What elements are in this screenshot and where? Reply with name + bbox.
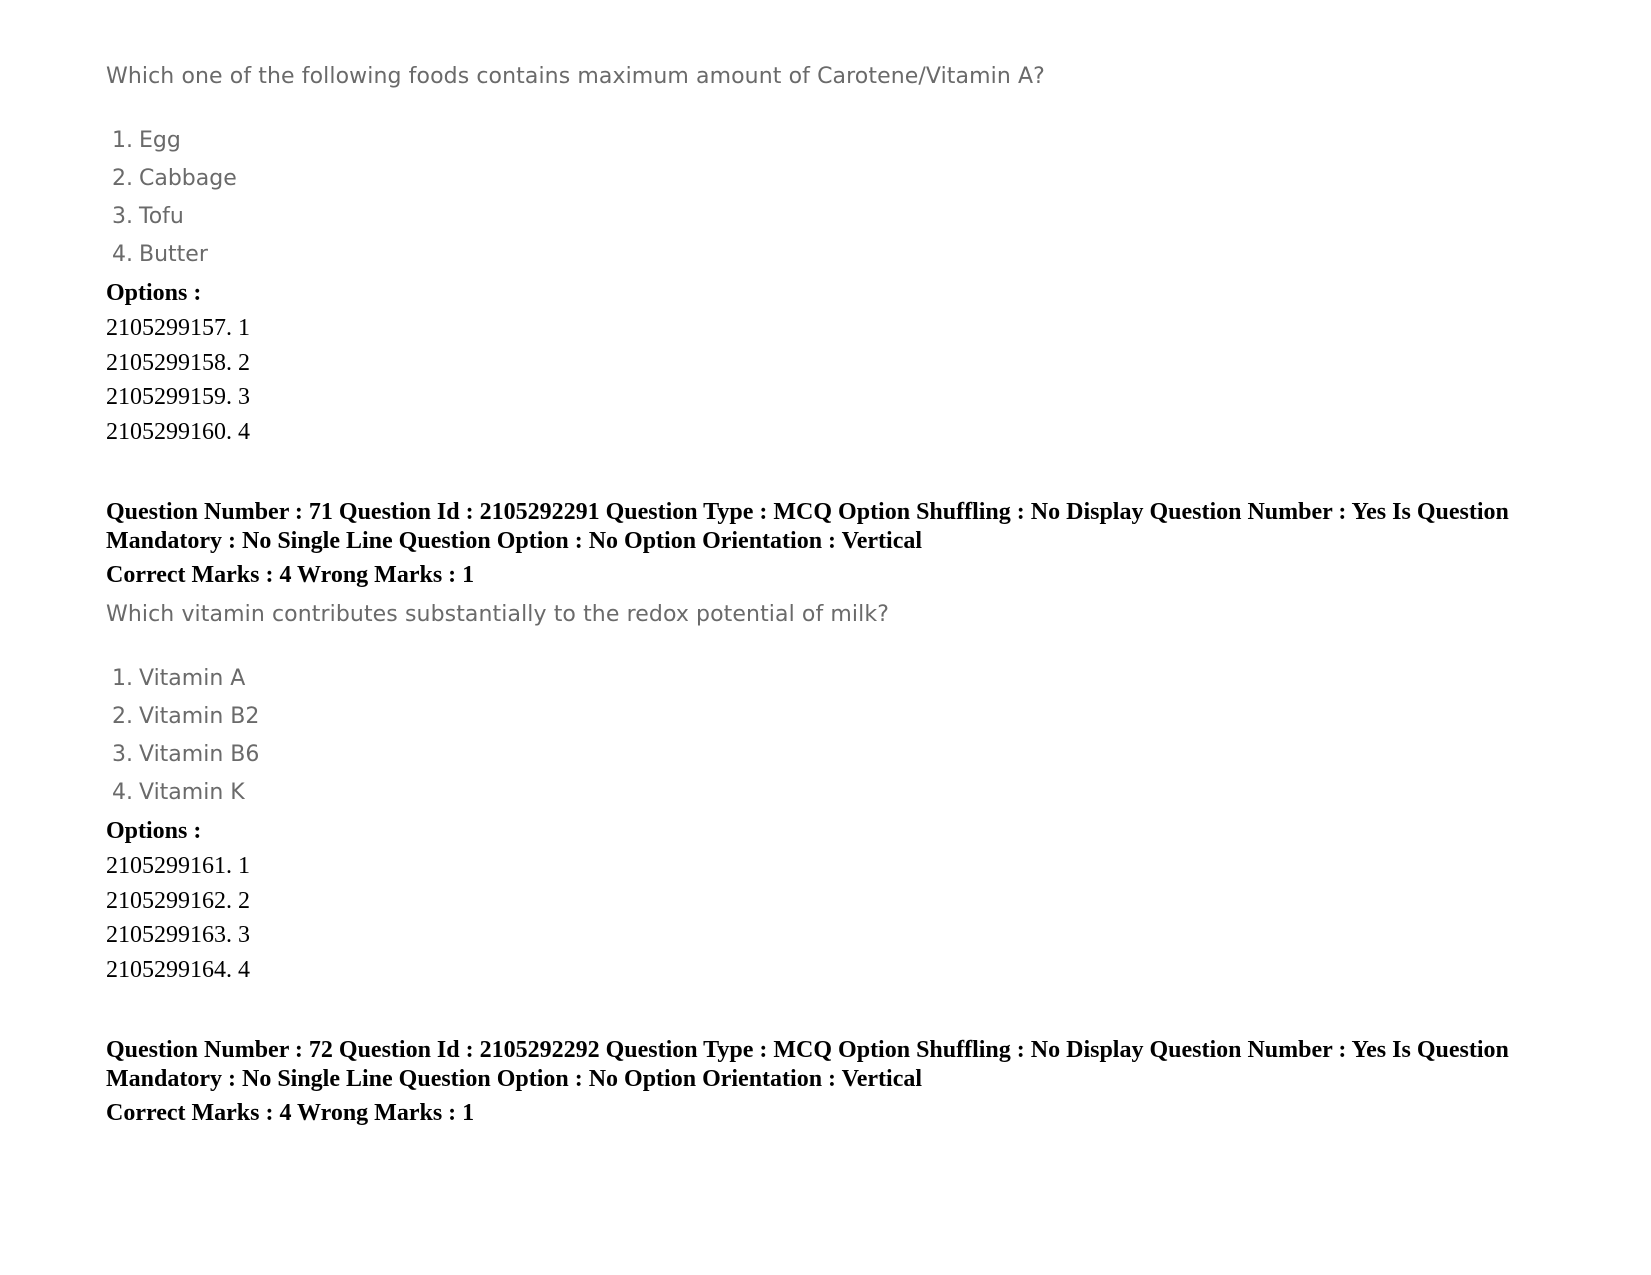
option-item: 2105299160. 4 — [106, 418, 250, 445]
choice-item: 4. Butter — [112, 242, 208, 267]
question-text: Which vitamin contributes substantially to the redox potential of milk? — [106, 602, 889, 627]
question-meta: Question Number : 72 Question Id : 2105292292 Question Type : MCQ Option Shuffling : No Display Question Number : Yes Is Question Mandatory : No Single Line Question Option : No Option Orientation : Vertical — [106, 1037, 1509, 1092]
choice-list — [112, 660, 259, 812]
question-meta: Question Number : 71 Question Id : 2105292291 Question Type : MCQ Option Shuffling : No Display Question Number : Yes Is Question Mandatory : No Single Line Question Option : No Option Orientation : Vertical — [106, 499, 1509, 554]
choice-item: 1. Egg — [112, 128, 181, 153]
option-item: 2105299162. 2 — [106, 887, 250, 914]
choice-list — [112, 122, 237, 274]
choice-item: 4. Vitamin K — [112, 780, 245, 805]
options-label: Options : — [106, 280, 202, 306]
choice-item: 1. Vitamin A — [112, 666, 246, 691]
choice-item: 2. Cabbage — [112, 166, 237, 191]
question-marks: Correct Marks : 4 Wrong Marks : 1 — [106, 1100, 475, 1126]
choice-item: 3. Tofu — [112, 204, 184, 229]
choice-item: 3. Vitamin B6 — [112, 742, 260, 767]
options-list — [106, 311, 250, 449]
option-item: 2105299158. 2 — [106, 349, 250, 376]
options-label: Options : — [106, 818, 202, 844]
option-item: 2105299161. 1 — [106, 853, 250, 879]
options-list — [106, 849, 250, 987]
question-text: Which one of the following foods contains maximum amount of Carotene/Vitamin A? — [106, 64, 1045, 89]
option-item: 2105299157. 1 — [106, 315, 250, 341]
option-item: 2105299163. 3 — [106, 922, 250, 948]
question-marks: Correct Marks : 4 Wrong Marks : 1 — [106, 562, 475, 588]
option-item: 2105299164. 4 — [106, 956, 250, 983]
option-item: 2105299159. 3 — [106, 384, 250, 410]
choice-item: 2. Vitamin B2 — [112, 704, 260, 729]
